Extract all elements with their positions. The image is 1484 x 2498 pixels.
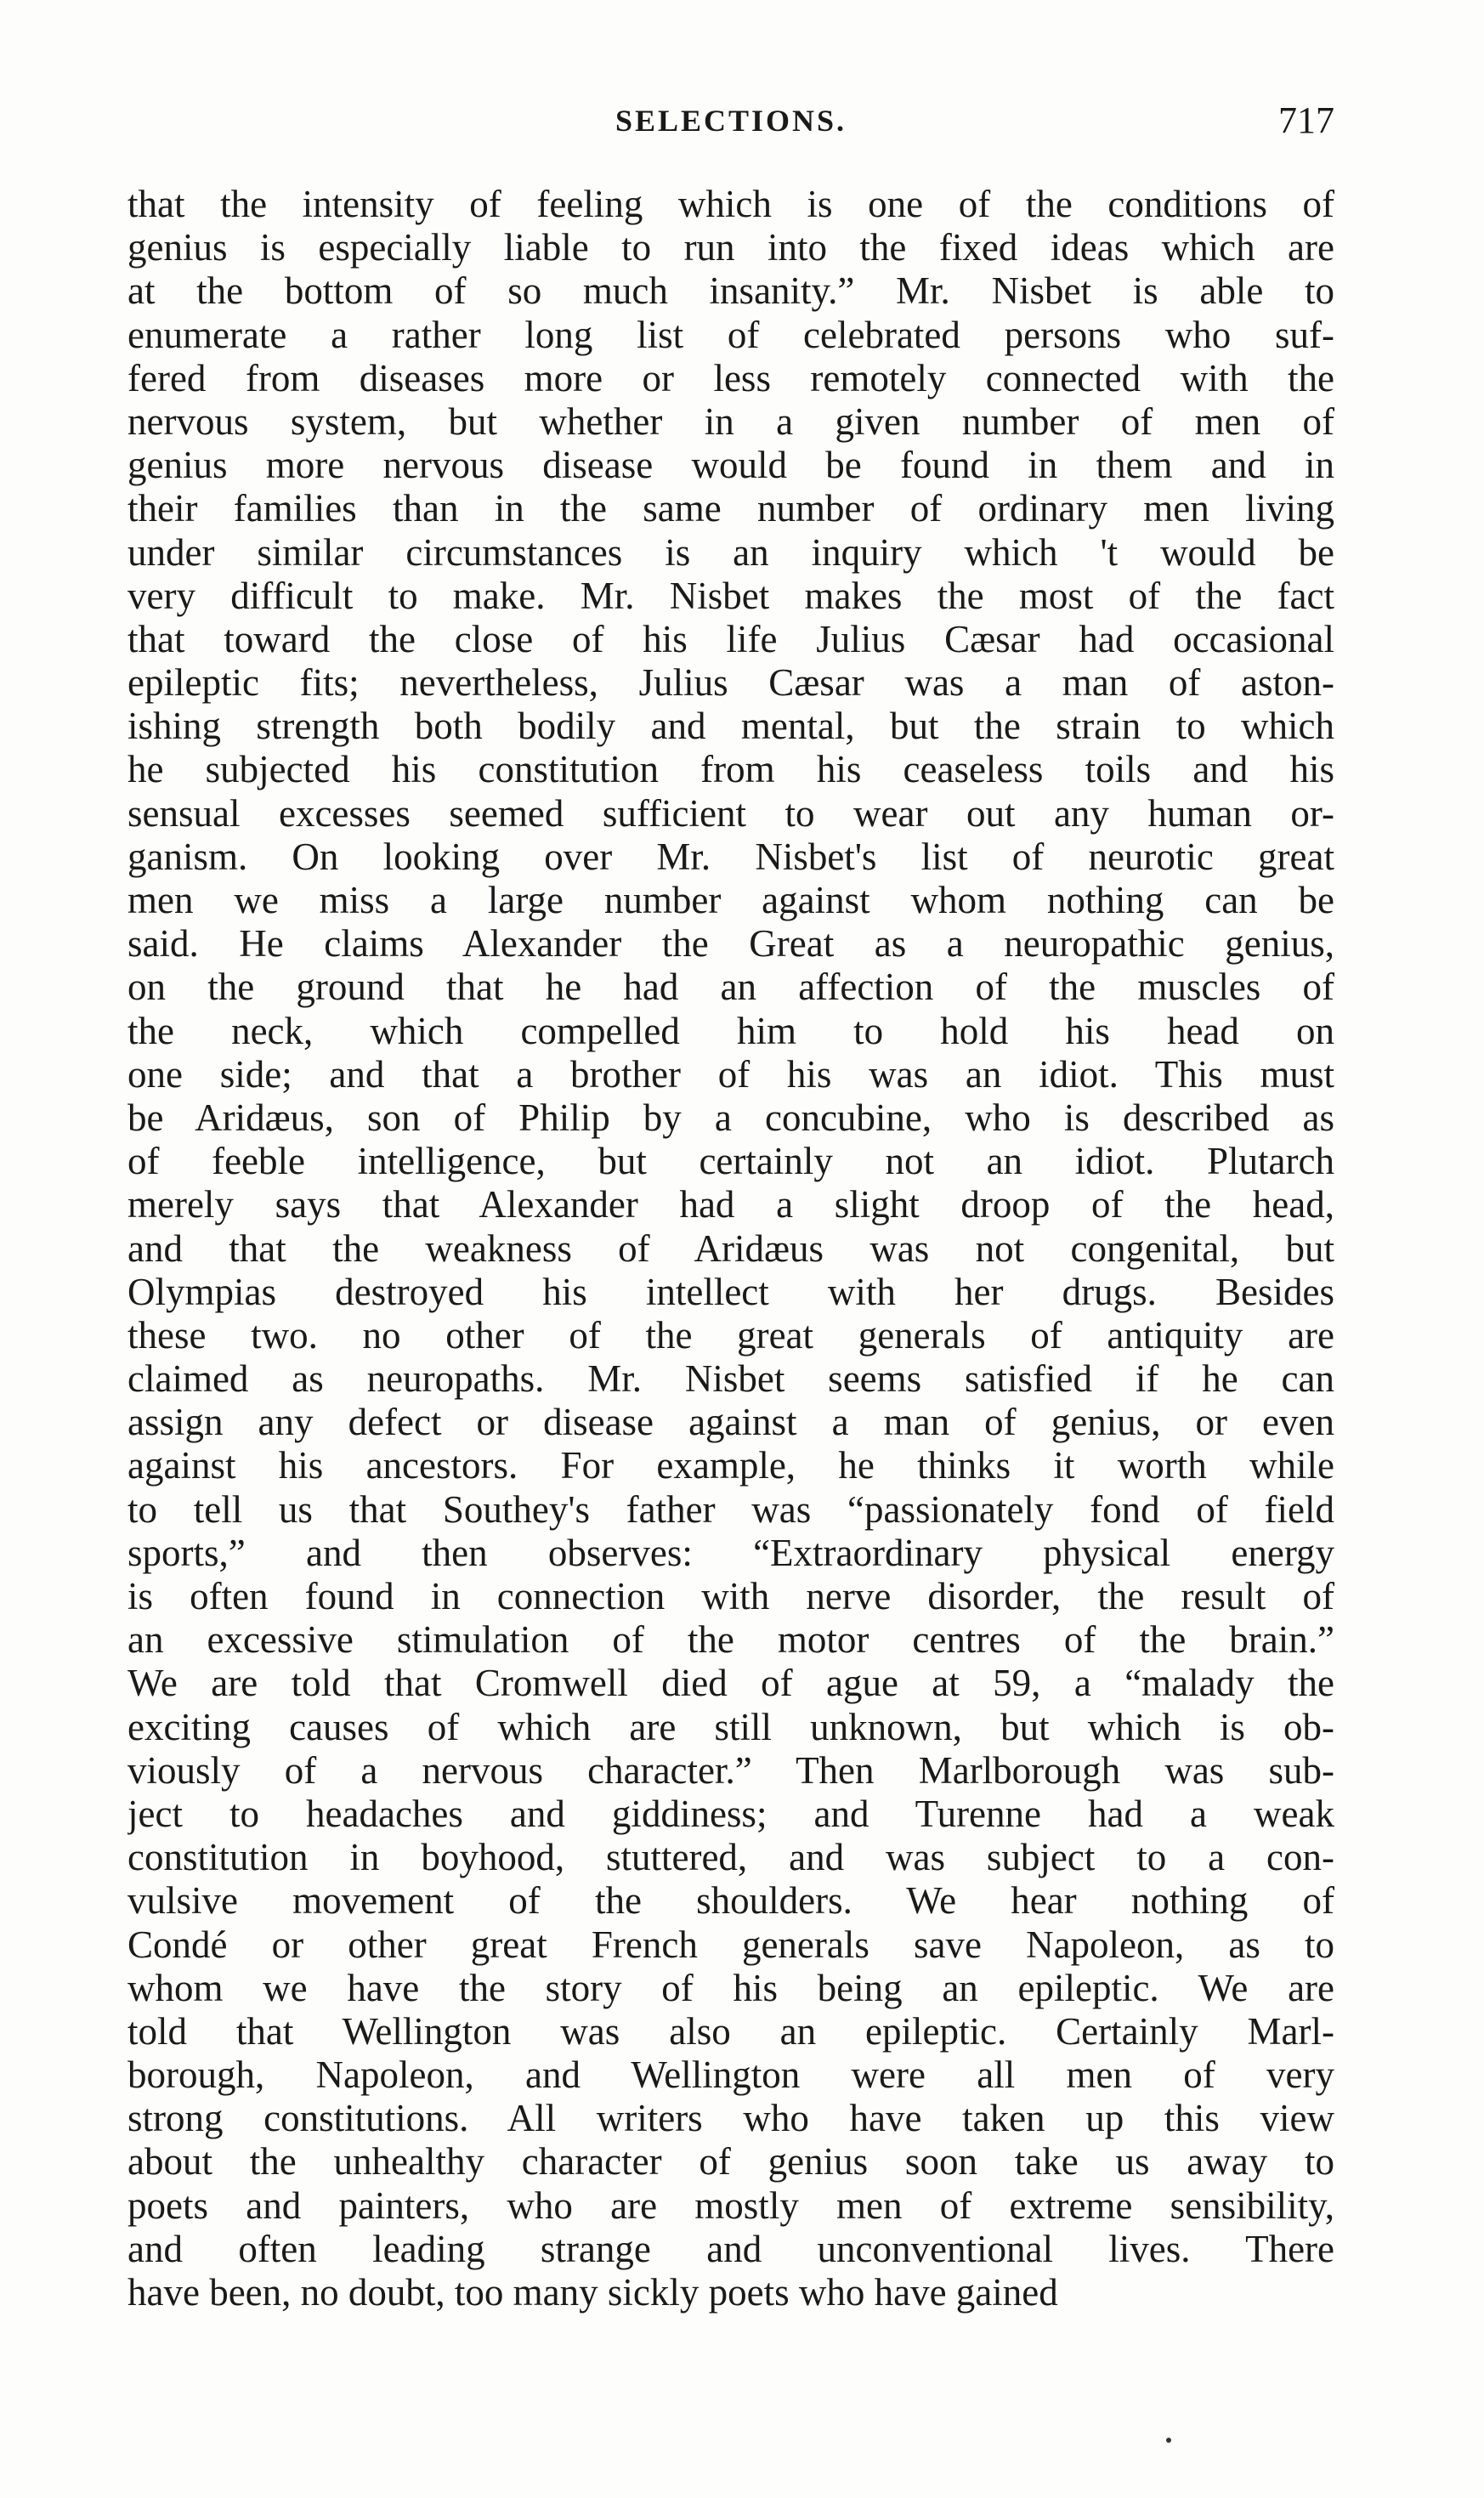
text-line: ganism. On looking over Mr. Nisbet's list of neurotic great xyxy=(127,835,1334,878)
text-line: Condé or other great French generals save Napoleon, as to xyxy=(127,1923,1334,1966)
text-line: vulsive movement of the shoulders. We hear nothing of xyxy=(127,1879,1334,1923)
text-line: of feeble intelligence, but certainly not an idiot. Plutarch xyxy=(127,1140,1334,1183)
text-line: to tell us that Southey's father was “passionately fond of field xyxy=(127,1487,1334,1531)
text-line: these two. no other of the great generals of antiquity are xyxy=(127,1313,1334,1357)
text-line: against his ancestors. For example, he thinks it worth while xyxy=(127,1444,1334,1487)
text-line: one side; and that a brother of his was an idiot. This must xyxy=(127,1052,1334,1096)
text-line: enumerate a rather long list of celebrated persons who suf- xyxy=(127,313,1334,356)
text-line: merely says that Alexander had a slight droop of the head, xyxy=(127,1183,1334,1226)
text-line: constitution in boyhood, stuttered, and was subject to a con- xyxy=(127,1836,1334,1879)
text-line: We are told that Cromwell died of ague at 59, a “malady the xyxy=(127,1662,1334,1705)
running-title: SELECTIONS. xyxy=(615,104,847,138)
text-line: sports,” and then observes: “Extraordinary physical energy xyxy=(127,1531,1334,1574)
text-line: very difficult to make. Mr. Nisbet makes the most of the fact xyxy=(127,574,1334,617)
text-line: Olympias destroyed his intellect with her drugs. Besides xyxy=(127,1270,1334,1313)
text-line: nervous system, but whether in a given number of men of xyxy=(127,399,1334,443)
body-text xyxy=(127,183,1334,2410)
text-line: claimed as neuropaths. Mr. Nisbet seems satisfied if he can xyxy=(127,1357,1334,1401)
text-line: ishing strength both bodily and mental, but the strain to which xyxy=(127,705,1334,748)
text-line: have been, no doubt, too many sickly poets who have gained xyxy=(127,2271,1058,2314)
stray-mark xyxy=(1166,2438,1171,2443)
text-line: at the bottom of so much insanity.” Mr. Nisbet is able to xyxy=(127,269,1334,313)
text-line: be Aridæus, son of Philip by a concubine, who is described as xyxy=(127,1096,1334,1139)
text-line: about the unhealthy character of genius soon take us away to xyxy=(127,2140,1334,2184)
text-line: is often found in connection with nerve disorder, the result of xyxy=(127,1575,1334,1617)
text-line: men we miss a large number against whom nothing can be xyxy=(127,879,1334,921)
text-line: genius more nervous disease would be found in them and in xyxy=(127,444,1334,487)
text-line: that the intensity of feeling which is one of the conditions of xyxy=(127,183,1334,225)
text-line: under similar circumstances is an inquiry which 't would be xyxy=(127,530,1334,574)
text-line: ject to headaches and giddiness; and Turenne had a weak xyxy=(127,1792,1334,1835)
text-line: viously of a nervous character.” Then Marlborough was sub- xyxy=(127,1748,1334,1792)
text-line: borough, Napoleon, and Wellington were all men of very xyxy=(127,2053,1334,2097)
text-line: and often leading strange and unconventional lives. There xyxy=(127,2227,1334,2270)
text-line: poets and painters, who are mostly men of extreme sensibility, xyxy=(127,2184,1334,2227)
text-line: an excessive stimulation of the motor centres of the brain.” xyxy=(127,1618,1334,1662)
text-line: assign any defect or disease against a man of genius, or even xyxy=(127,1401,1334,1444)
text-line: whom we have the story of his being an epileptic. We are xyxy=(127,1966,1334,2009)
text-line: epileptic fits; nevertheless, Julius Cæsar was a man of aston- xyxy=(127,661,1334,705)
text-line: exciting causes of which are still unknown, but which is ob- xyxy=(127,1705,1334,1748)
page-number: 717 xyxy=(1278,99,1334,141)
text-line: their families than in the same number of ordinary men living xyxy=(127,487,1334,530)
running-head xyxy=(127,95,1334,146)
text-line: said. He claims Alexander the Great as a neuropathic genius, xyxy=(127,922,1334,966)
text-line: on the ground that he had an affection of the muscles of xyxy=(127,966,1334,1009)
text-line: the neck, which compelled him to hold his head on xyxy=(127,1009,1334,1052)
text-line: he subjected his constitution from his ceaseless toils and his xyxy=(127,748,1334,791)
text-line: told that Wellington was also an epileptic. Certainly Marl- xyxy=(127,2009,1334,2053)
text-line: fered from diseases more or less remotely connected with the xyxy=(127,356,1334,399)
text-line: genius is especially liable to run into the fixed ideas which are xyxy=(127,226,1334,269)
text-line: sensual excesses seemed sufficient to wear out any human or- xyxy=(127,791,1334,835)
text-line: that toward the close of his life Julius Cæsar had occasional xyxy=(127,617,1334,660)
text-line: and that the weakness of Aridæus was not congenital, but xyxy=(127,1226,1334,1270)
text-line: strong constitutions. All writers who have taken up this view xyxy=(127,2097,1334,2140)
